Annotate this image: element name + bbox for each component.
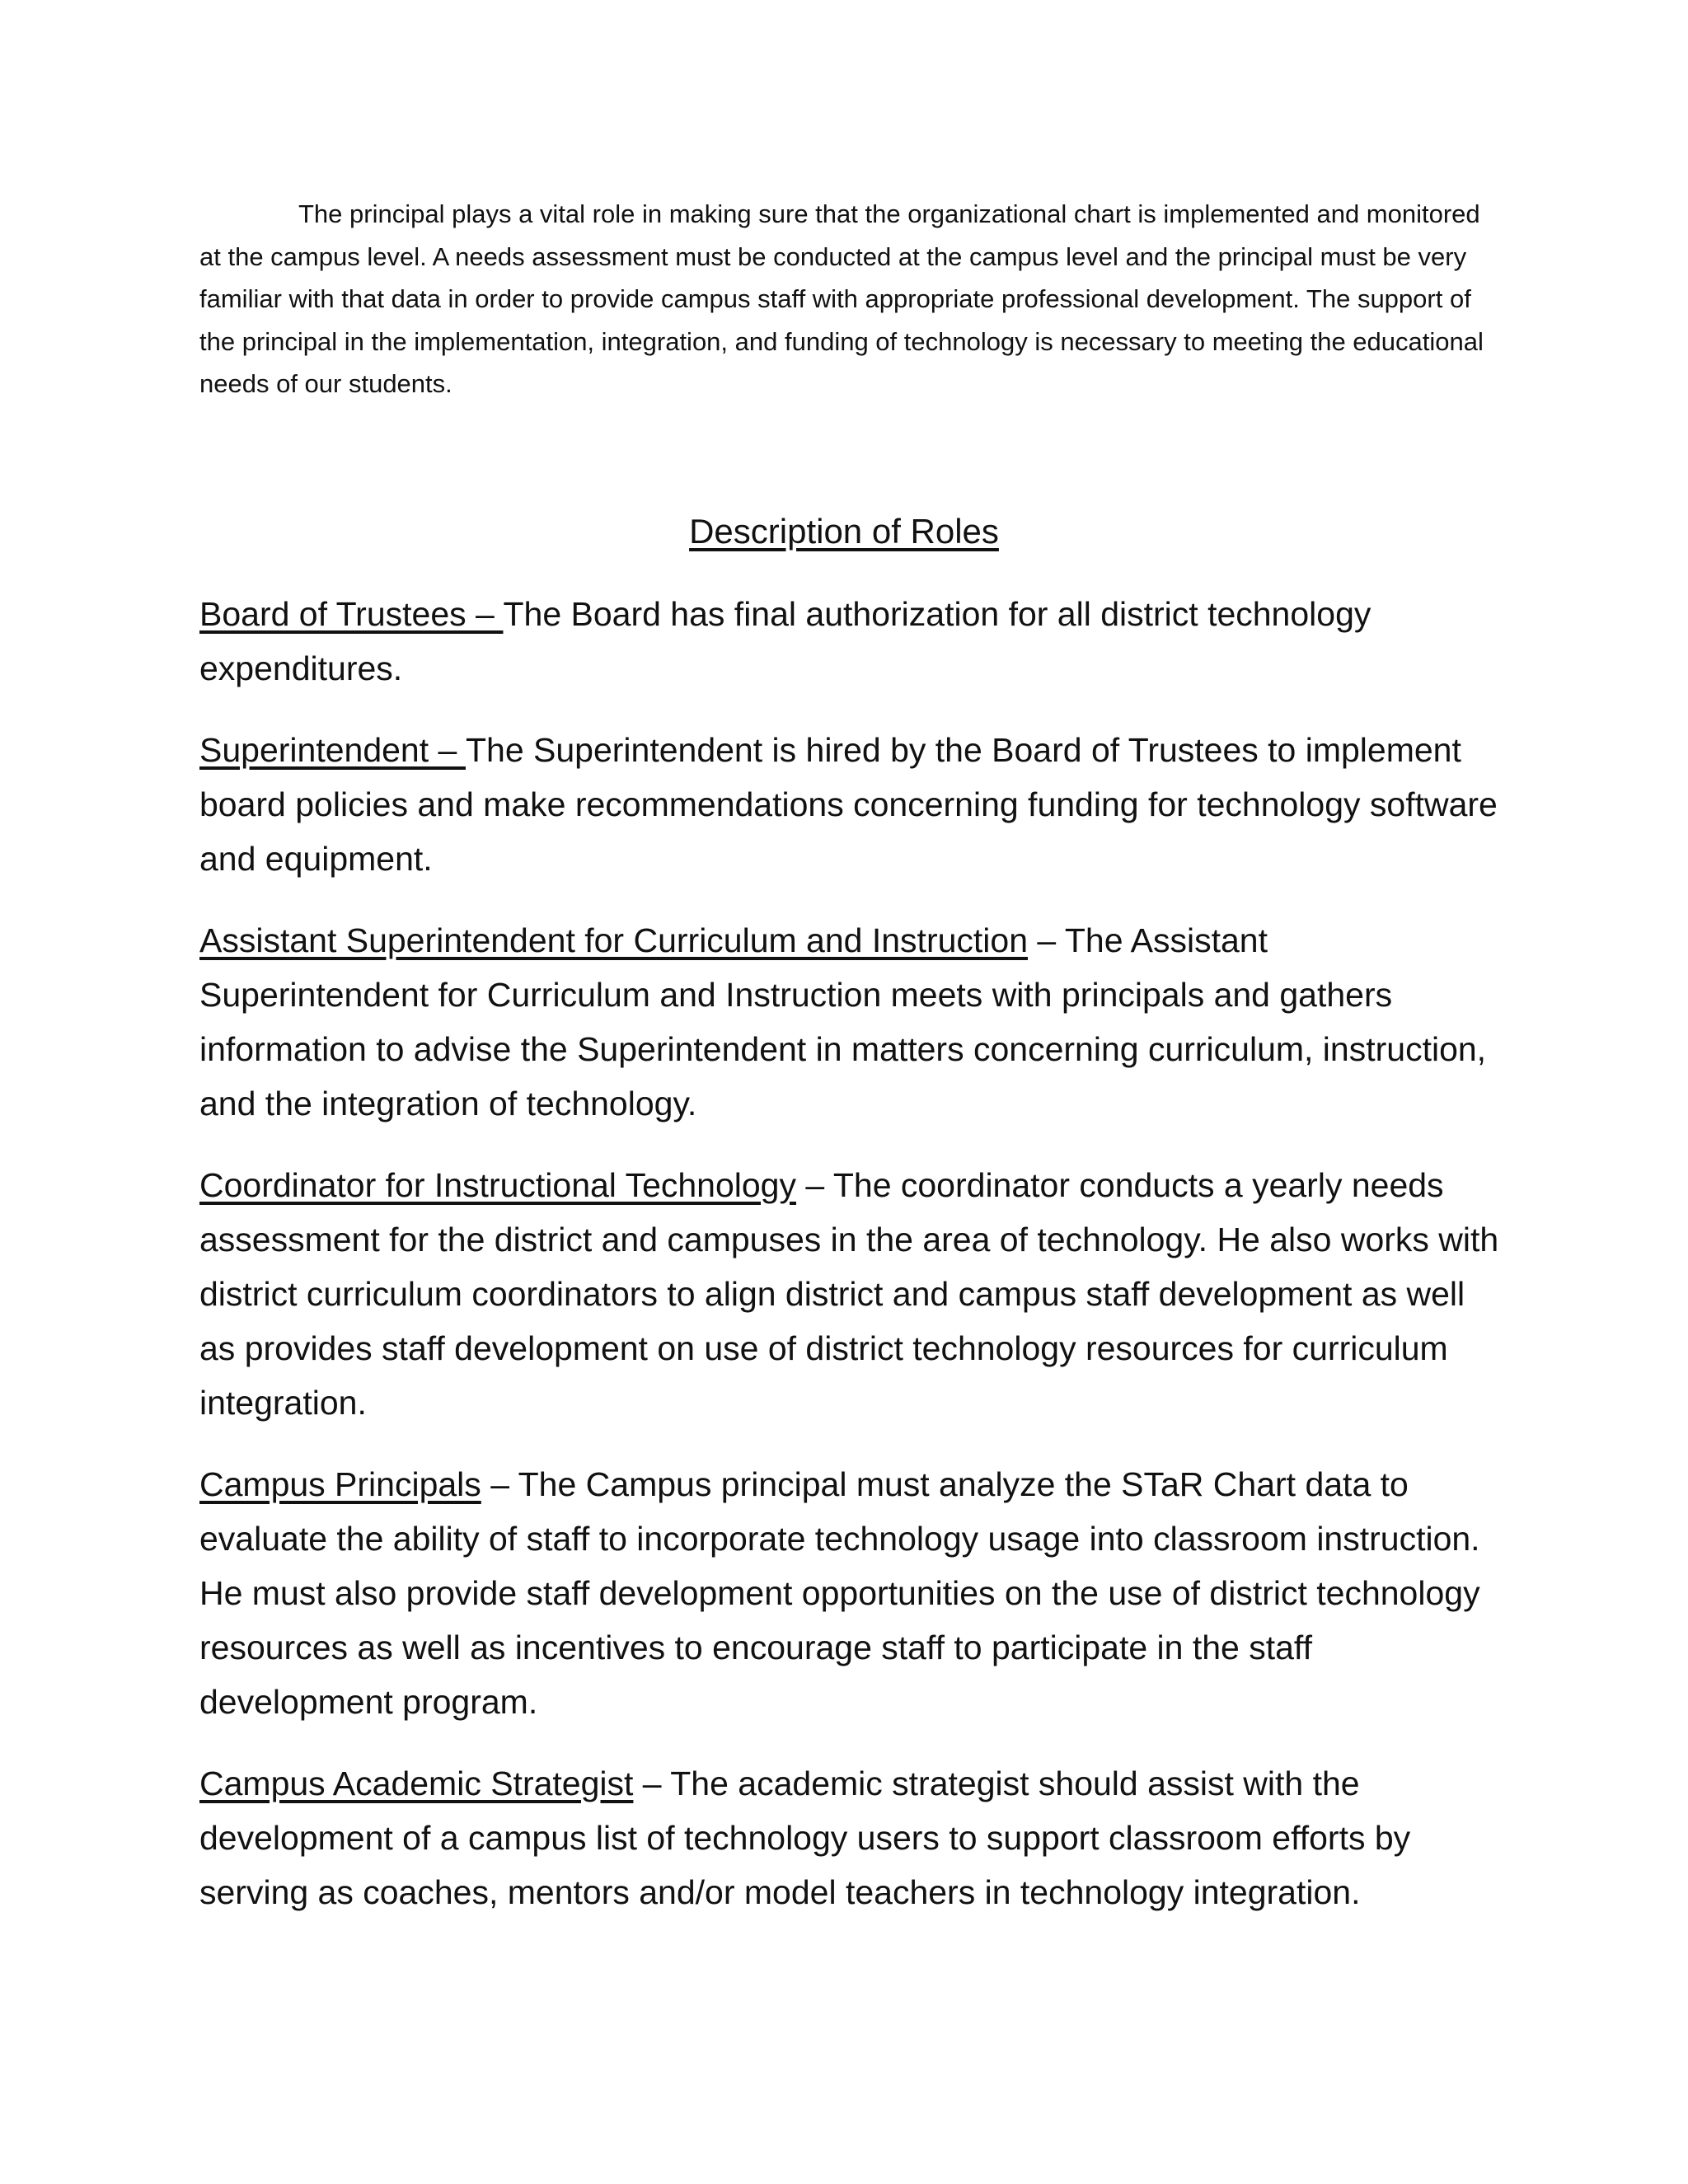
section-title: Description of Roles: [689, 512, 999, 551]
role-assistant-superintendent: [199, 913, 1502, 1131]
role-campus-academic-strategist: [199, 1756, 1502, 1919]
role-description: The Superintendent is hired by the Board of Trustees to implement board policies and make recommendations concerning funding for technology software and equipment.: [199, 731, 1498, 878]
role-description: – The academic strategist should assist with the development of a campus list of technology users to support classroom efforts by serving as coaches, mentors and/or model teachers in technology integration.: [199, 1765, 1411, 1911]
roles-list: [199, 587, 1502, 1947]
role-description: The Board has final authorization for all district technology expenditures.: [199, 595, 1372, 687]
role-campus-principals: [199, 1457, 1502, 1729]
role-coordinator-instructional-technology: [199, 1158, 1502, 1430]
role-superintendent: [199, 723, 1502, 886]
role-description: – The Campus principal must analyze the STaR Chart data to evaluate the ability of staff to incorporate technology usage into classroom instruction. He must also provide staff development opportunities on the use of district technology resources as well as incentives to encourage staff to participate in the staff development program.: [199, 1465, 1480, 1721]
role-description: – The coordinator conducts a yearly needs assessment for the district and campuses in the area of technology. He also works with district curriculum coordinators to align district and campus staff development as well as provides staff development on use of district technology resources for curriculum integration.: [199, 1166, 1499, 1422]
role-name: Board of Trustees –: [199, 595, 504, 633]
role-board-of-trustees: [199, 587, 1502, 696]
role-name: Campus Principals: [199, 1465, 481, 1503]
role-name: Superintendent –: [199, 731, 466, 769]
intro-paragraph: The principal plays a vital role in making sure that the organizational chart is implemented and monitored at the campus level. A needs assessment must be conducted at the campus level and the principal must be very familiar with that data in order to provide campus staff with appropriate professional development. The support of the principal in the implementation, integration, and funding of technology is necessary to meeting the educational needs of our students.: [199, 199, 1484, 398]
role-description: – The Assistant Superintendent for Curriculum and Instruction meets with principals and gathers information to advise the Superintendent in matters concerning curriculum, instruction, and the integration of technology.: [199, 921, 1487, 1122]
role-name: Campus Academic Strategist: [199, 1765, 634, 1802]
role-name: Assistant Superintendent for Curriculum and Instruction: [199, 921, 1029, 959]
role-name: Coordinator for Instructional Technology: [199, 1166, 796, 1204]
